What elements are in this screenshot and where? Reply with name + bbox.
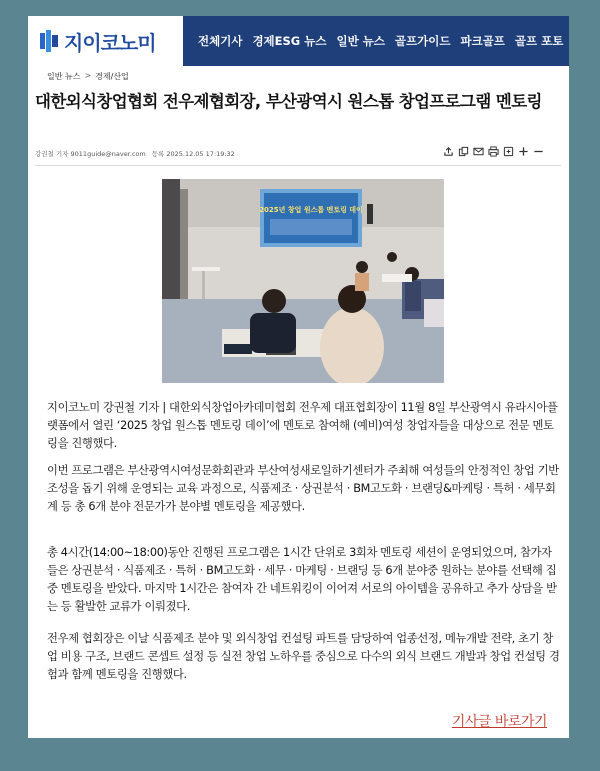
site-header [28,16,569,66]
nav-item-esg-news[interactable]: 경제ESG 뉴스 [252,34,327,48]
article-paragraph-4: 전우제 협회장은 이날 식품제조 분야 및 외식창업 컨설팅 파트를 담당하여 업종선정, 메뉴개발 전략, 초기 창업 비용 구조, 브랜드 콘셉트 설정 등 실전 창업 노하우를 중심으로 다수의 외식 브랜드 개발과 창업 컨설팅 경험과 함께 멘토링을 진행했다. [47,632,560,681]
article-photo [162,179,444,383]
nav-item-golf-photo[interactable]: 골프 포토 [514,34,564,48]
breadcrumb-separator: > [84,71,92,80]
article-paragraph-3: 총 4시간(14:00~18:00)동안 진행된 프로그램은 1시간 단위로 3회차 멘토링 세션이 운영되었으며, 참가자들은 상권분석 · 식품제조 · 특허 · BM고도화 · 세무 · 마케팅 · 브랜딩 등 6개 분야중 원하는 분야를 선택해 집중 멘토링을 받았다. 마지막 1시간은 참여자 간 네트워킹이 이어져 서로의 아이템을 공유하고 추가 상담을 받는 등 활발한 교류가 이뤄졌다. [47,546,557,613]
logo-text: 지이코노미 [64,30,156,55]
main-nav [198,16,563,66]
site-logo[interactable] [28,16,183,66]
font-decrease-icon[interactable] [532,145,544,157]
breadcrumb-sub[interactable]: 경제/산업 [95,72,129,81]
author: 강권철 기자 9011guide@naver.com [35,150,146,158]
article-paragraph-1: 지이코노미 강권철 기자 | 대한외식창업아카데미협회 전우제 대표협회장이 11월 8일 부산광역시 유라시아플랫폼에서 열린 ‘2025 창업 원스톱 멘토링 데이’에 멘토로 참여해 (예비)여성 창업자들을 대상으로 전문 멘토링을 진행했다. [47,401,558,450]
logo-mark-icon [40,30,60,52]
publish-date: 등록 2025.12.05 17:19:32 [151,150,235,158]
divider [35,165,561,166]
copy-icon[interactable] [457,145,469,157]
article-tools [442,145,544,157]
print-icon[interactable] [487,145,499,157]
read-more-link[interactable]: 기사글 바로가기 [451,714,547,730]
breadcrumb [47,71,129,82]
nav-item-park-golf[interactable]: 파크골프 [460,34,505,48]
nav-item-all-articles[interactable]: 전체기사 [198,34,243,48]
font-increase-icon[interactable] [517,145,529,157]
nav-item-golf-guide[interactable]: 골프가이드 [394,34,451,48]
article-card [28,16,569,738]
breadcrumb-section[interactable]: 일반 뉴스 [47,72,81,81]
bookmark-icon[interactable] [502,145,514,157]
article-byline [35,149,235,158]
share-icon[interactable] [442,145,454,157]
article-title: 대한외식창업협회 전우제협회장, 부산광역시 원스톱 창업프로그램 멘토링 [35,92,542,111]
photo-banner-text: 2025년 창업 원스톱 멘토링 데이 [259,206,363,214]
article-paragraph-2: 이번 프로그램은 부산광역시여성문화회관과 부산여성새로일하기센터가 주최해 여성들의 안정적인 창업 기반 조성을 돕기 위해 운영되는 교육 과정으로, 식품제조 · 상권분석 · BM고도화 · 브랜딩&마케팅 · 특허 · 세무회계 등 총 6개 분야 전문가가 분야별 멘토링을 제공했다. [47,464,559,513]
email-icon[interactable] [472,145,484,157]
nav-item-general-news[interactable]: 일반 뉴스 [336,34,385,48]
